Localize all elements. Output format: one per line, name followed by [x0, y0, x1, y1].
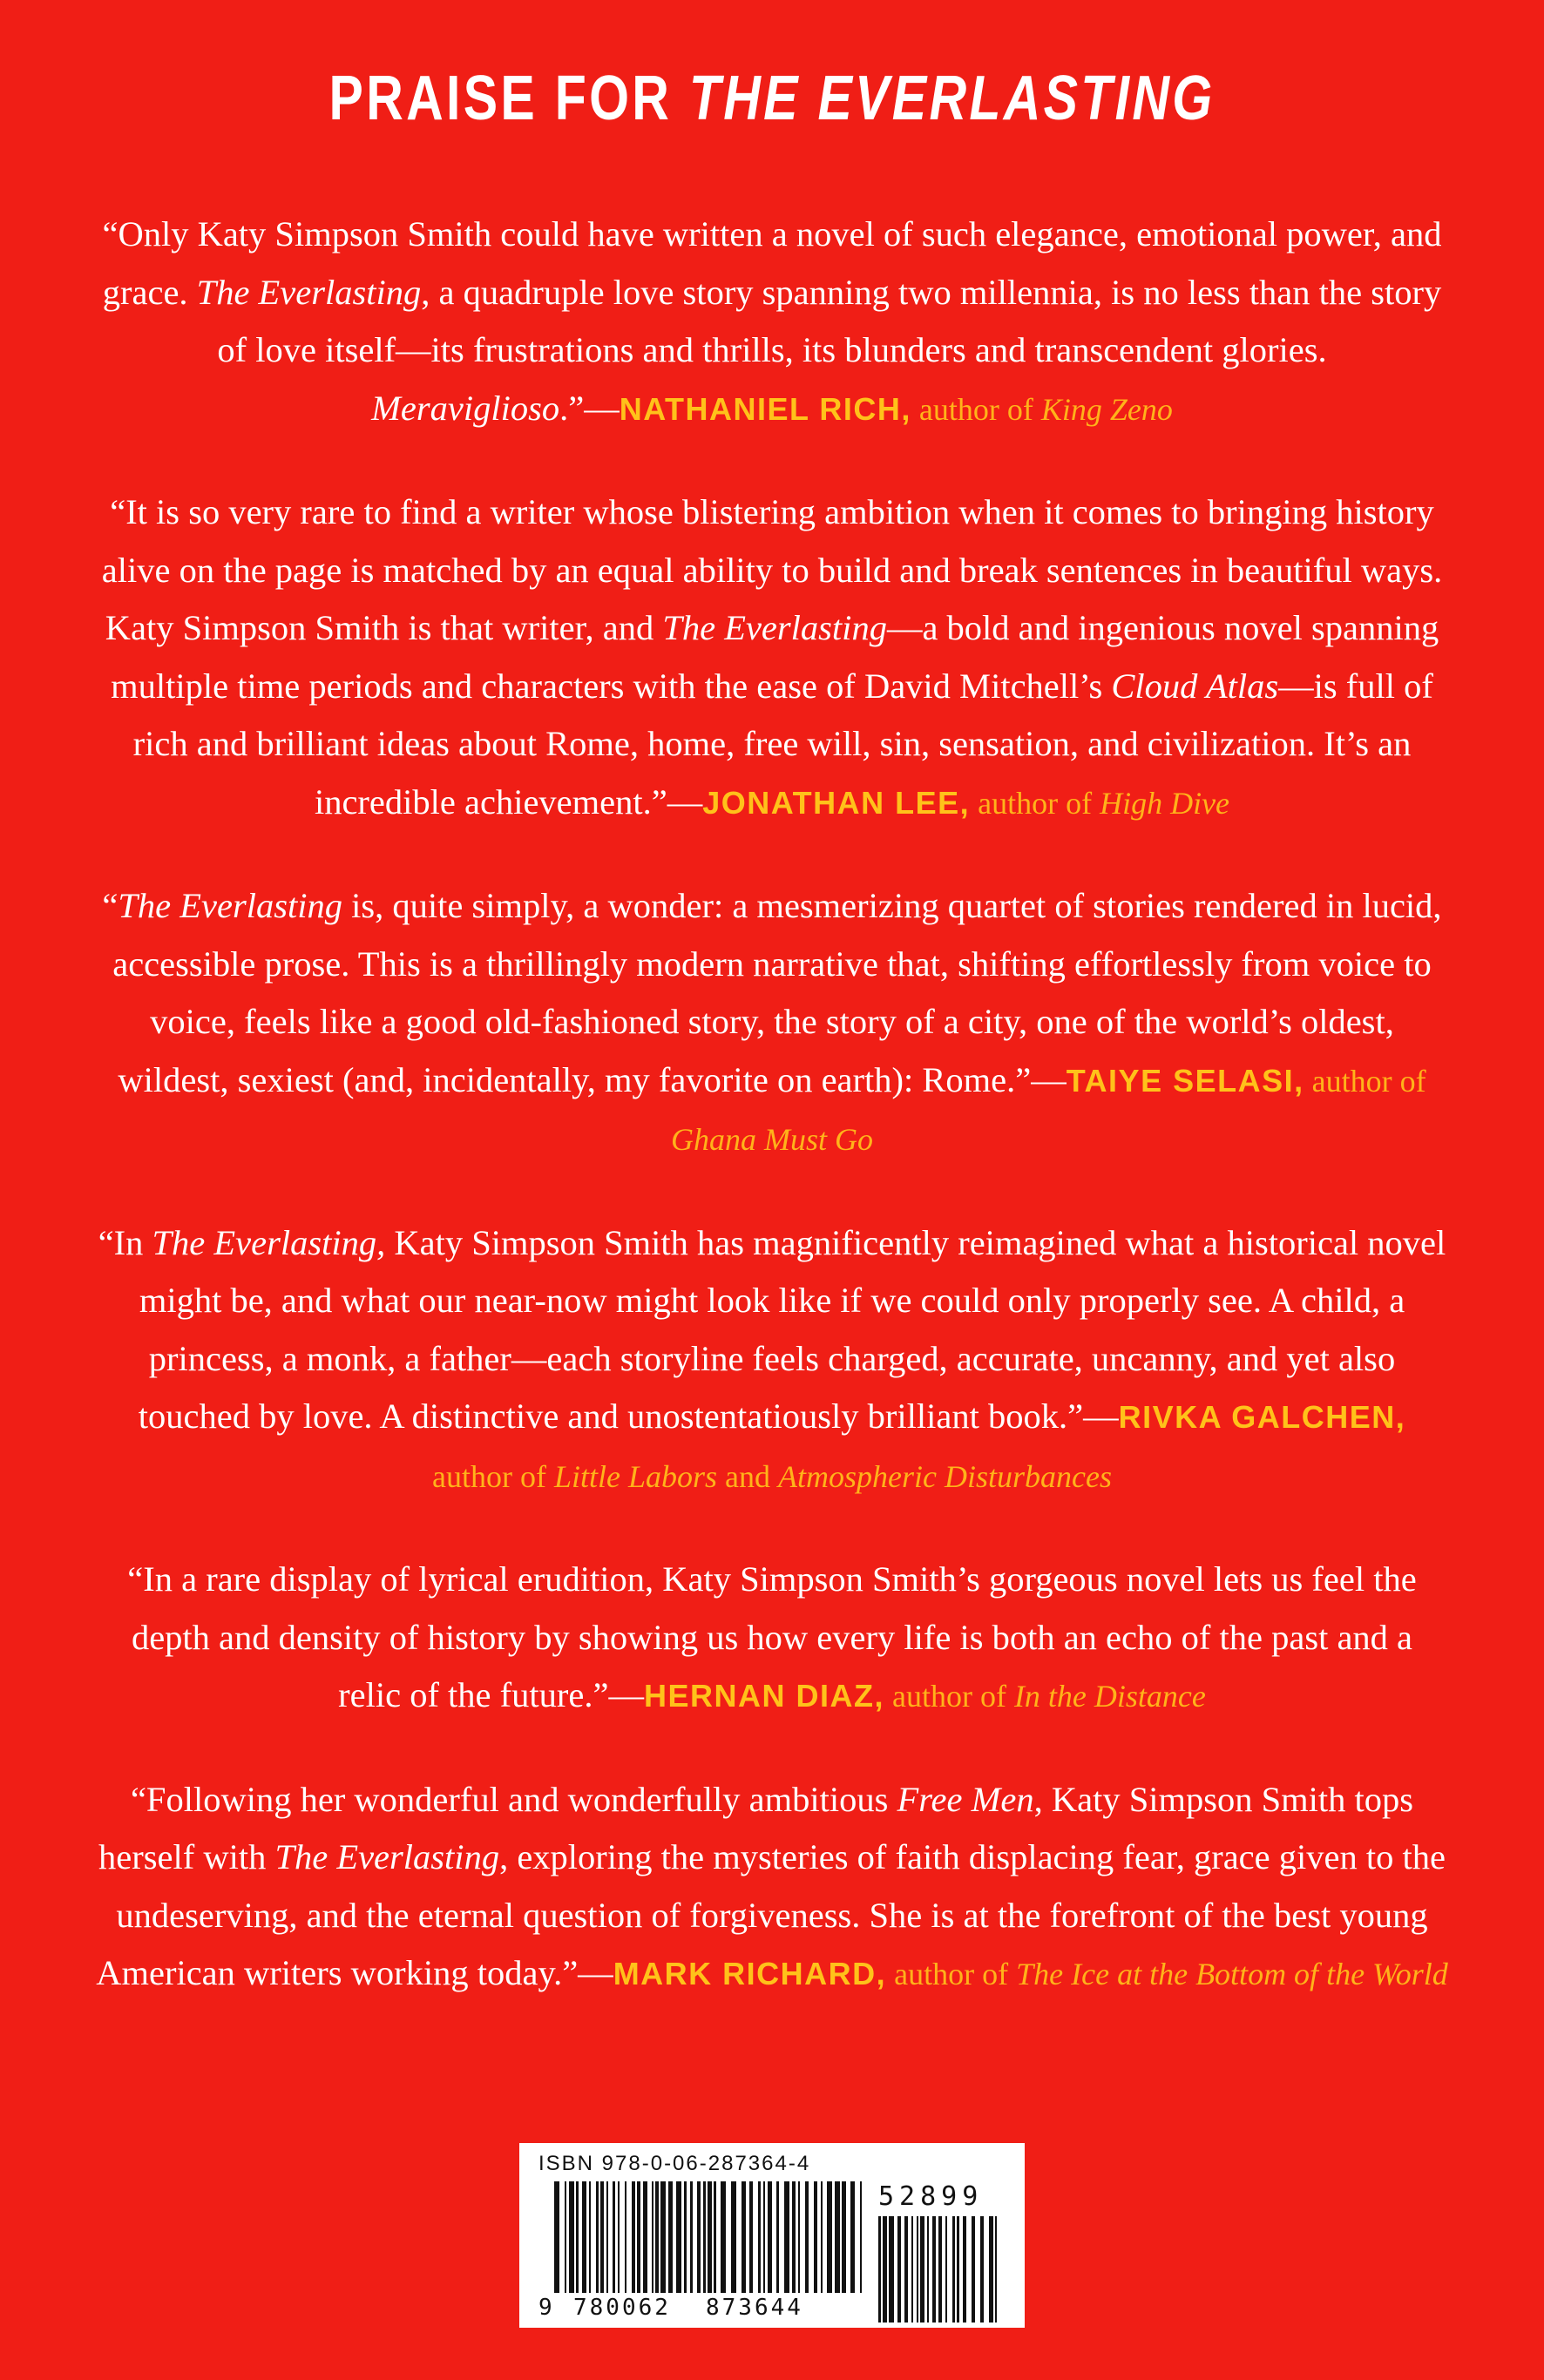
barcode-bar — [938, 2216, 942, 2323]
isbn-label: ISBN 978-0-06-287364-4 — [538, 2152, 811, 2175]
title-book-name: THE EVERLASTING — [688, 64, 1216, 133]
barcode-bar — [850, 2181, 855, 2293]
barcode-bar — [878, 2216, 881, 2323]
barcode-bar — [860, 2181, 862, 2293]
barcode-digits-right: 873644 — [706, 2295, 803, 2321]
barcode-bar — [721, 2181, 726, 2293]
barcode-bar — [758, 2181, 761, 2293]
barcode-bar — [911, 2216, 913, 2323]
barcode-bar — [814, 2181, 817, 2293]
barcode-digits-left: 780062 — [573, 2295, 671, 2321]
barcode-bar — [655, 2181, 659, 2293]
barcode-bar — [632, 2181, 635, 2293]
barcode-bar — [749, 2181, 753, 2293]
barcode-bar — [768, 2181, 772, 2293]
barcode-bar — [613, 2181, 615, 2293]
barcode-bar — [708, 2181, 712, 2293]
blurb-text: Katy Simpson Smith has magnificently reimagined what a historical novel might be, and what our near-now might look like if we could only properly see. A child, a princess, a monk, a father—each storyline feels charged, accurate, uncanny, and yet also touched by love. A distinctive and unostentatiously brilliant book.”— — [138, 1222, 1446, 1436]
blurb-text: The Everlasting — [196, 272, 422, 312]
barcode-bar — [835, 2181, 840, 2293]
attribution-text: author of — [1304, 1063, 1426, 1099]
barcode-bar — [917, 2216, 918, 2323]
barcode-bar — [957, 2216, 959, 2323]
blurb-text: “Following her wonderful and wonderfully ambitious — [130, 1779, 897, 1819]
attribution-credit — [884, 1679, 1206, 1714]
barcode-bar — [904, 2216, 908, 2323]
barcode-bar — [660, 2181, 666, 2293]
book-title: The Ice at the Bottom of the World — [1016, 1957, 1448, 1991]
blurb-4 — [96, 1214, 1448, 1506]
barcode-bar — [932, 2216, 936, 2323]
barcode-bar — [798, 2181, 800, 2293]
book-title: Ghana Must Go — [671, 1122, 873, 1157]
blurb-text: , Katy Simpson Smith tops herself with — [98, 1779, 1414, 1876]
book-title: High Dive — [1100, 785, 1230, 821]
barcode-bar — [554, 2181, 559, 2293]
book-title: In the Distance — [1013, 1679, 1206, 1714]
attribution-name: NATHANIEL RICH, — [619, 390, 911, 427]
attribution-name: MARK RICHARD, — [613, 1956, 887, 1991]
barcode-digit-lead: 9 — [538, 2295, 555, 2321]
blurb-text: .”— — [559, 388, 620, 428]
barcode-bar — [742, 2181, 746, 2293]
barcode-bar — [927, 2216, 929, 2323]
barcode-bar — [625, 2181, 626, 2293]
blurb-list — [96, 206, 1448, 2049]
attribution-credit — [911, 392, 1173, 427]
barcode-bar — [776, 2181, 779, 2293]
blurb-text: , a quadruple love story spanning two millennia, is no less than the story of love itself—its frustrations and thrills, its blunders and transcendent glories. — [217, 272, 1442, 369]
barcode-bar — [792, 2181, 796, 2293]
barcode-bar — [690, 2181, 693, 2293]
blurb-text: The Everlasting — [662, 608, 887, 647]
barcode-bar — [600, 2181, 604, 2293]
barcode-bar — [897, 2216, 901, 2323]
attribution-credit — [970, 786, 1229, 821]
attribution-text: and — [717, 1458, 779, 1494]
blurb-text: The Everlasting — [118, 886, 343, 925]
barcode-bar — [952, 2216, 955, 2323]
barcode-bar — [889, 2216, 894, 2323]
blurb-text: The Everlasting — [274, 1837, 500, 1876]
blurb-text: Meraviglioso — [371, 388, 560, 428]
page-title — [139, 63, 1405, 134]
blurb-text: “Only Katy Simpson Smith could have written a novel of such elegance, emotional power, and grace. — [102, 214, 1442, 312]
barcode-bar — [784, 2181, 789, 2293]
attribution-name: JONATHAN LEE, — [702, 784, 971, 821]
attribution-name: TAIYE SELASI, — [1066, 1062, 1304, 1099]
barcode-bar — [995, 2216, 997, 2323]
blurb-text: Free Men — [897, 1779, 1034, 1819]
barcode-bar — [606, 2181, 608, 2293]
blurb-text: “In a rare display of lyrical erudition, Katy Simpson Smith’s gorgeous novel lets us feel the depth and density of history by showing us how every life is both an echo of the past and a relic of the future.”— — [127, 1559, 1417, 1714]
attribution-name: RIVKA GALCHEN, — [1118, 1399, 1406, 1435]
blurb-text: —is full of rich and brilliant ideas about Rome, home, free will, sin, sensation, and civilization. It’s an incredible achievement.”— — [132, 666, 1433, 822]
blurb-text: “ — [102, 886, 119, 925]
barcode-bar — [703, 2181, 706, 2293]
barcode-bar — [565, 2181, 566, 2293]
attribution-credit — [432, 1459, 1112, 1494]
title-prefix: PRAISE FOR — [328, 64, 689, 133]
blurb-3 — [96, 877, 1448, 1169]
barcode-bar — [596, 2181, 599, 2293]
barcode-bar — [945, 2216, 947, 2323]
blurb-text: “It is so very rare to find a writer whose blistering ambition when it comes to bringing history alive on the page is matched by an equal ability to build and break sentences in beautiful ways. Katy Simpson Smith is that writer, and — [101, 492, 1443, 647]
blurb-5 — [96, 1551, 1448, 1726]
blurb-6 — [96, 1771, 1448, 2004]
barcode-bar — [697, 2181, 701, 2293]
price-code: 52899 — [878, 2181, 984, 2212]
barcode-bar — [763, 2181, 765, 2293]
blurb-1 — [96, 206, 1448, 438]
barcode-bar — [989, 2216, 993, 2323]
blurb-text: , exploring the mysteries of faith displacing fear, grace given to the undeserving, and the eternal question of forgiveness. She is at the forefront of the best young American writers working today.”— — [96, 1837, 1446, 1992]
barcode-bar — [980, 2216, 984, 2323]
barcode-bar — [676, 2181, 681, 2293]
attribution-name: HERNAN DIAZ, — [643, 1678, 884, 1714]
barcode-bar — [821, 2181, 823, 2293]
barcode-bar — [805, 2181, 809, 2293]
blurb-text: Cloud Atlas — [1111, 666, 1279, 706]
barcode-bar — [576, 2181, 579, 2293]
attribution-text: author of — [970, 785, 1100, 821]
barcode-bar — [963, 2216, 966, 2323]
attribution-text: author of — [432, 1458, 554, 1494]
blurb-text: —a bold and ingenious novel spanning multiple time periods and characters with the ease of David Mitchell’s — [111, 608, 1439, 706]
attribution-text: author of — [886, 1957, 1017, 1991]
blurb-2 — [96, 483, 1448, 832]
isbn-barcode — [519, 2143, 1025, 2328]
barcode-bar — [972, 2216, 975, 2323]
barcode-bar — [827, 2181, 832, 2293]
barcode-bar — [920, 2216, 924, 2323]
blurb-text: is, quite simply, a wonder: a mesmerizing quartet of stories rendered in lucid, accessible prose. This is a thrillingly modern narrative that, shifting effortlessly from voice to voice, feels like a good old-fashioned story, the story of a city, one of the world’s oldest, wildest, sexiest (and, incidentally, my favorite on earth): Rome.”— — [112, 886, 1442, 1099]
book-title: King Zeno — [1040, 391, 1173, 427]
barcode-bar — [582, 2181, 586, 2293]
barcode-bar — [637, 2181, 640, 2293]
barcode-bar — [589, 2181, 591, 2293]
barcode-bar — [842, 2181, 846, 2293]
barcode-bar — [668, 2181, 673, 2293]
barcode-bar — [643, 2181, 647, 2293]
book-title: Little Labors — [553, 1458, 718, 1494]
barcode-bar — [883, 2216, 887, 2323]
blurb-text: “In — [98, 1222, 152, 1262]
barcode-bar — [731, 2181, 736, 2293]
barcode-bar — [652, 2181, 653, 2293]
barcode-bar — [569, 2181, 574, 2293]
attribution-credit — [886, 1957, 1448, 1991]
attribution-text: author of — [884, 1679, 1014, 1714]
book-title: Atmospheric Disturbances — [778, 1458, 1112, 1494]
barcode-bar — [684, 2181, 687, 2293]
attribution-text: author of — [911, 391, 1041, 427]
blurb-text: The Everlasting, — [152, 1222, 386, 1262]
barcode-bar — [618, 2181, 620, 2293]
barcode-bar — [714, 2181, 716, 2293]
